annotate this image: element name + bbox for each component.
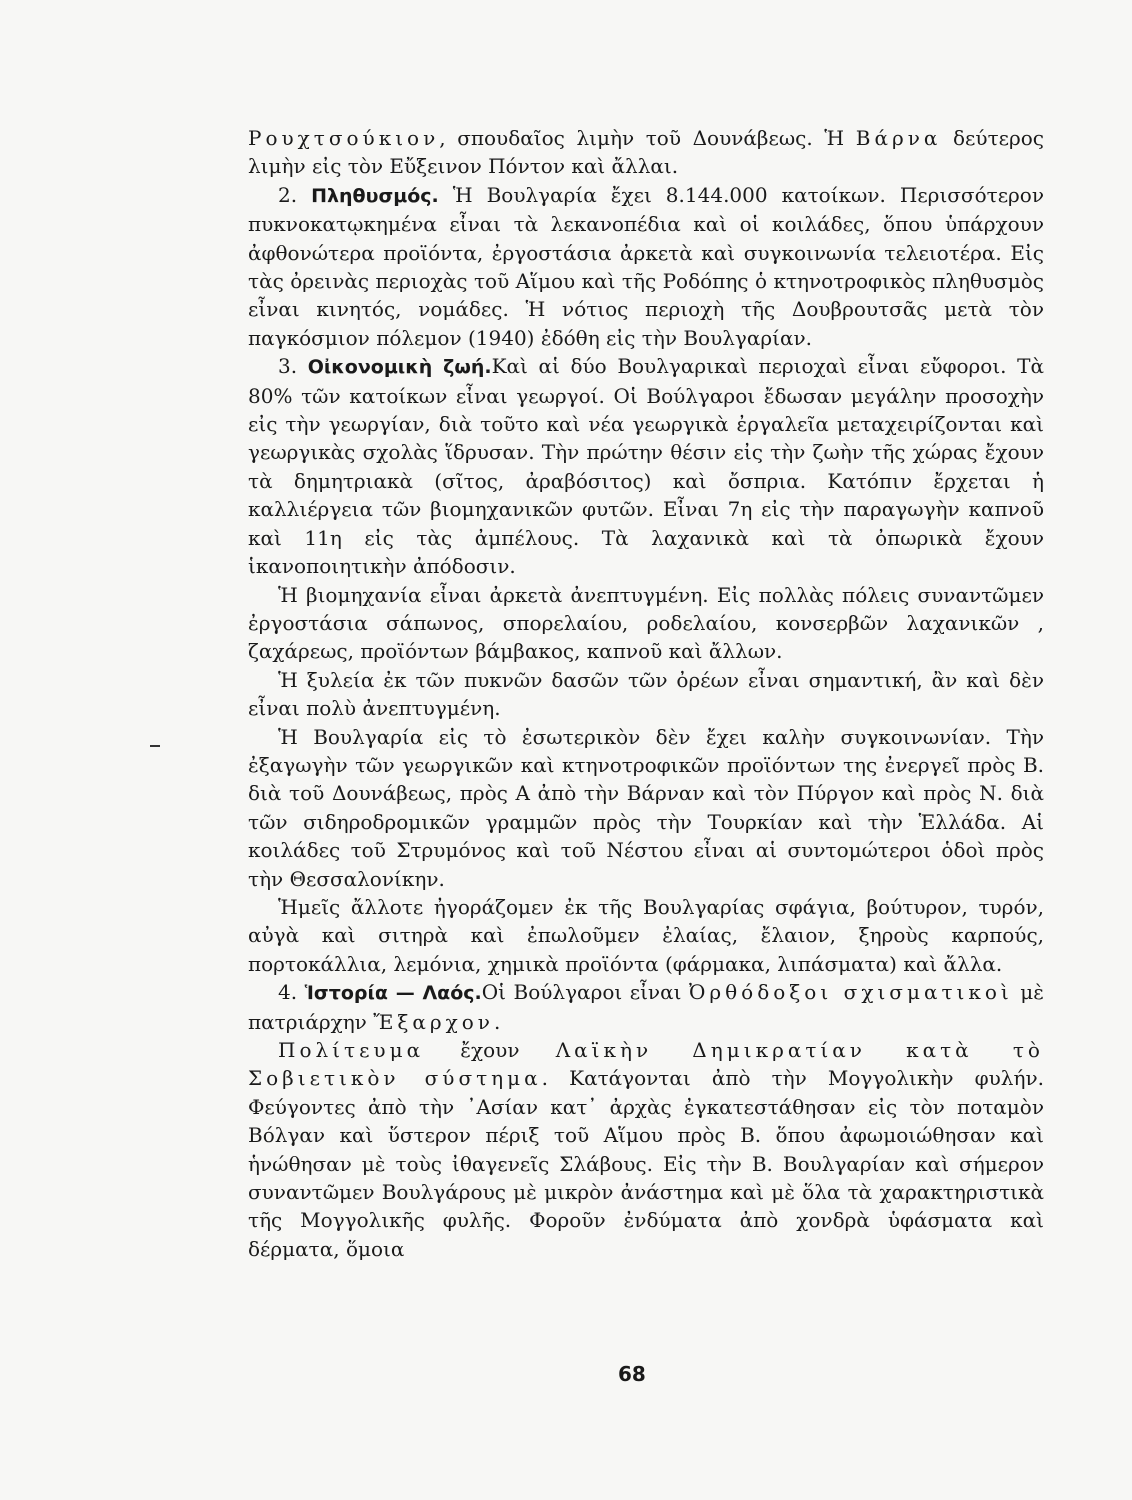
text-run: ἔχουν [424, 1038, 556, 1062]
section-number: 4. [278, 980, 298, 1005]
paragraph-population [248, 181, 1044, 352]
paragraph-trade: Ἡμεῖς ἄλλοτε ἠγοράζομεν ἐκ τῆς Βουλγαρίας σφάγια, βούτυρον, τυρόν, αὐγὰ καὶ σιτηρὰ καὶ ἐπωλοῦμεν ἐλαίας, ἔλαιον, ξηροὺς καρπούς, πορτοκάλλια, λεμόνια, χημικὰ προϊόντα (φάρμακα, λιπάσματα) καὶ ἄλλα. [248, 894, 1044, 976]
term-peoples-democracy: Λαϊκὴν Δημικρατίαν κατὰ τὸ Σοβιετικὸν σύστημα [248, 1038, 1044, 1091]
text-run: μὲ πατριάρχην [248, 980, 1044, 1034]
term-varna: Βάρνα [855, 126, 942, 150]
text-run: . [493, 1009, 501, 1034]
paragraph-polity [248, 1036, 1044, 1263]
section-heading-history: Ἱστορία — Λαός. [304, 982, 482, 1005]
paragraph-history [248, 978, 1044, 1036]
paragraph-economy [248, 352, 1044, 580]
term-orthodox-schismatics: Ὀρθόδοξοι σχισματικοὶ [688, 980, 1013, 1005]
text-run: . Κατάγονται ἀπὸ τὴν Μογγολικὴν φυλήν. Φεύγοντες ἀπὸ τὴν ᾿Ασίαν κατ᾿ ἀρχὰς ἐγκατεστάθησαν εἰς τὸν ποταμὸν Βόλγαν καὶ ὕστερον πέριξ τοῦ Αἵμου πρὸς Β. ὅπου ἀφωμοιώθησαν καὶ ἡνώθησαν μὲ τοὺς ἰθαγενεῖς Σλάβους. Εἰς τὴν Β. Βουλγαρίαν καὶ σήμερον συναντῶμεν Βουλγάρους μὲ μικρὸν ἀνάστημα καὶ μὲ ὅλα τὰ χαρακτηριστικὰ τῆς Μογγολικῆς φυλῆς. Φοροῦν ἐνδύματα ἀπὸ χονδρὰ ὑφάσματα καὶ δέρματα, ὅμοια [248, 1066, 1044, 1261]
text-run: Ἡ Βουλγαρία ἔχει 8.144.000 κατοίκων. Περισσότερον πυκνοκατῳκημένα εἶναι τὰ λεκανοπέδια καὶ οἱ κοιλάδες, ὅπου ὑπάρχουν ἀφθονώτερα προϊόντα, ἐργοστάσια ἀρκετὰ καὶ συγκοινωνία τελειοτέρα. Εἰς τὰς ὀρεινὰς περιοχὰς τοῦ Αἵμου καὶ τῆς Ροδόπης ὁ κτηνοτροφικὸς πληθυσμὸς εἶναι κινητός, νομάδες. Ἡ νότιος περιοχὴ τῆς Δουβρουτσᾶς μετὰ τὸν παγκόσμιον πόλεμον (1940) ἐδόθη εἰς τὴν Βουλγαρίαν. [248, 182, 1045, 350]
page-number: 68 [618, 1362, 646, 1386]
text-run: δεύτερος λιμὴν εἰς τὸν Εὔξεινον Πόντον καὶ ἄλλαι. [248, 126, 1044, 179]
term-politevma: Πολίτευμα [278, 1038, 425, 1062]
section-number: 2. [278, 182, 298, 207]
margin-dash [150, 745, 160, 747]
term-rouchtsoukion: Ρουχτσούκιον [248, 126, 440, 150]
paragraph-ports [248, 124, 1044, 181]
text-run: Οἱ Βούλγαροι εἶναι [481, 980, 689, 1005]
section-number: 3. [278, 354, 298, 379]
text-run: Καὶ αἱ δύο Βουλγαρικαὶ περιοχαὶ εἶναι εὔφοροι. Τὰ 80% τῶν κατοίκων εἶναι γεωργοί. Οἱ Βούλγαροι ἔδωσαν μεγάλην προσοχὴν εἰς τὴν γεωργίαν, διὰ τοῦτο καὶ νέα γεωργικὰ ἐργαλεῖα μεταχειρίζονται καὶ γεωργικὰς σχολὰς ἵδρυσαν. Τὴν πρώτην θέσιν εἰς τὴν ζωὴν τῆς χώρας ἔχουν τὰ δημητριακὰ (σῖτος, ἀραβόσιτος) καὶ ὄσπρια. Κατόπιν ἔρχεται ἡ καλλιέργεια τῶν βιομηχανικῶν φυτῶν. Εἶναι 7η εἰς τὴν παραγωγὴν καπνοῦ καὶ 11η εἰς τὰς ἀμπέλους. Τὰ λαχανικὰ καὶ τὰ ὀπωρικὰ ἔχουν ἱκανοποιητικὴν ἀπόδοσιν. [248, 354, 1045, 579]
paragraph-transport: Ἡ Βουλγαρία εἰς τὸ ἐσωτερικὸν δὲν ἔχει καλὴν συγκοινωνίαν. Τὴν ἐξαγωγὴν τῶν γεωργικῶν καὶ κτηνοτροφικῶν προϊόντων της ἐνεργεῖ πρὸς Β. διὰ τοῦ Δουνάβεως, πρὸς Α ἀπὸ τὴν Βάρναν καὶ τὸν Πύργον καὶ πρὸς Ν. διὰ τῶν σιδηροδρομικῶν γραμμῶν πρὸς τὴν Τουρκίαν καὶ τὴν Ἑλλάδα. Αἱ κοιλάδες τοῦ Στρυμόνος καὶ τοῦ Νέστου εἶναι αἱ συντομώτεροι ὁδοὶ πρὸς τὴν Θεσσαλονίκην. [248, 724, 1044, 891]
paragraph-timber: Ἡ ξυλεία ἐκ τῶν πυκνῶν δασῶν τῶν ὀρέων εἶναι σημαντική, ἂν καὶ δὲν εἶναι πολὺ ἀνεπτυγμένη. [248, 667, 1044, 721]
paragraph-industry: Ἡ βιομηχανία εἶναι ἀρκετὰ ἀνεπτυγμένη. Εἰς πολλὰς πόλεις συναντῶμεν ἐργοστάσια σάπωνος, σπορελαίου, ροδελαίου, κονσερβῶν λαχανικῶν , ζαχάρεως, προϊόντων βάμβακος, καπνοῦ καὶ ἄλλων. [248, 582, 1044, 664]
section-heading-economy: Οἰκονομικὴ ζωή. [307, 356, 492, 379]
text-run: , σπουδαῖος λιμὴν τοῦ Δουνάβεως. Ἡ [439, 126, 856, 150]
section-heading-population: Πληθυσμός. [311, 184, 439, 207]
body-text [248, 124, 1044, 1263]
term-exarch: Ἔξαρχον [373, 1009, 494, 1034]
